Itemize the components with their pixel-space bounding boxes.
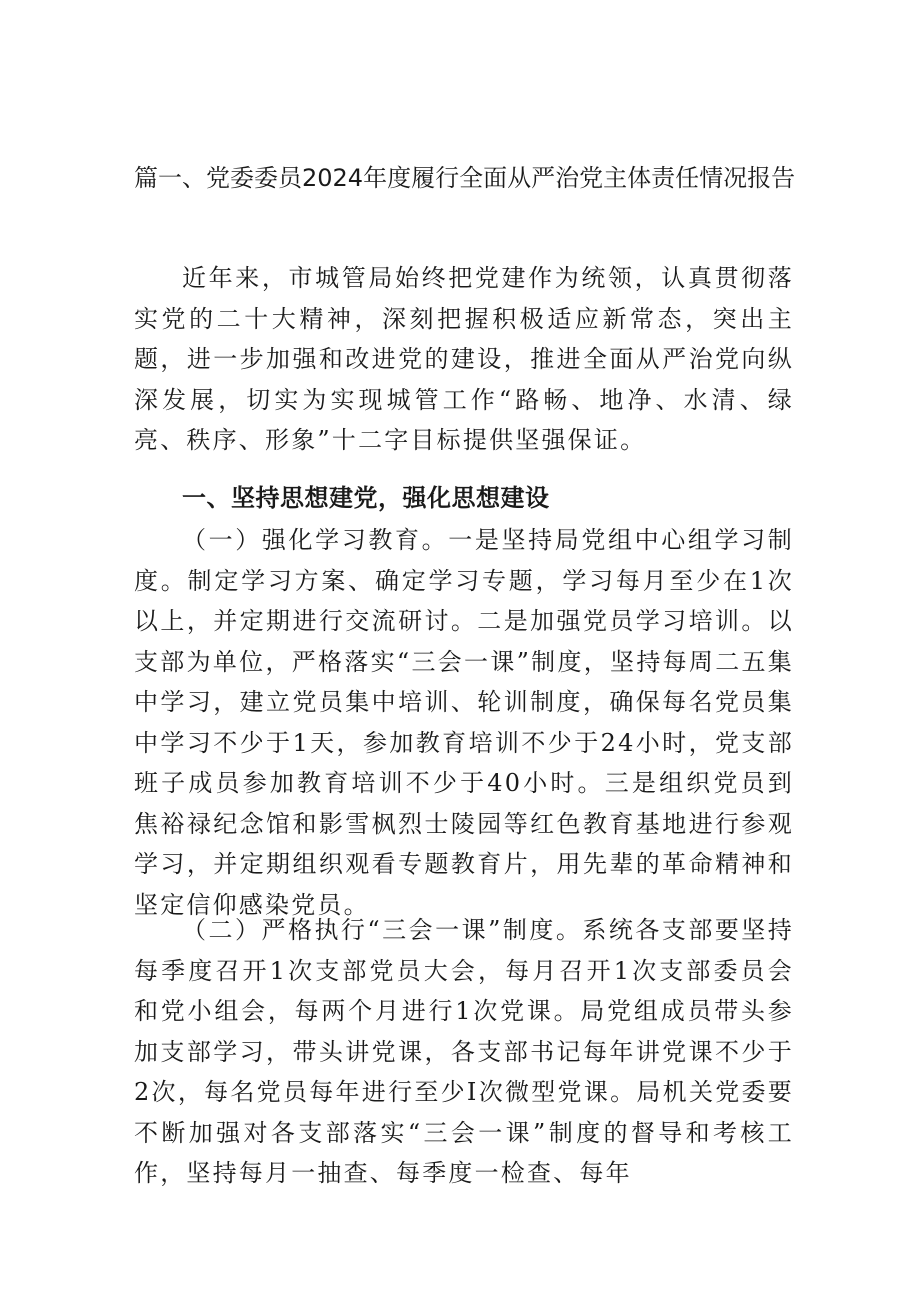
paragraph-three-meetings: （二）严格执行“三会一课”制度。系统各支部要坚持每季度召开1次支部党员大会，每月召开1次支部委员会和党小组会，每两个月进行1次党课。局党组成员带头参加支部学习，带头讲党课，各支部书记每年讲党课不少于2次，每名党员每年进行至少I次微型党课。局机关党委要不断加强对各支部落实“三会一课”制度的督导和考核工作，坚持每月一抽查、每季度一检查、每年 xyxy=(134,916,794,1187)
paragraph-study-education: （一）强化学习教育。一是坚持局党组中心组学习制度。制定学习方案、确定学习专题，学习每月至少在1次以上，并定期进行交流研讨。二是加强党员学习培训。以支部为单位，严格落实“三会一课”制度，坚持每周二五集中学习，建立党员集中培训、轮训制度，确保每名党员集中学习不少于1天，参加教育培训不少于24小时，党支部班子成员参加教育培训不少于40小时。三是组织党员到焦裕禄纪念馆和影雪枫烈士陵园等红色教育基地进行参观学习，并定期组织观看专题教育片，用先辈的革命精神和坚定信仰感染党员。 xyxy=(134,526,794,919)
section-heading: 一、坚持思想建党，强化思想建设 xyxy=(182,484,550,512)
document-title: 篇一、党委委员2024年度履行全面从严治党主体责任情况报告 xyxy=(134,164,796,192)
intro-paragraph: 近年来，市城管局始终把党建作为统领，认真贯彻落实党的二十大精神，深刻把握积极适应新常态，突出主题，进一步加强和改进党的建设，推进全面从严治党向纵深发展，切实为实现城管工作“路畅、地净、水清、绿亮、秩序、形象”十二字目标提供坚强保证。 xyxy=(134,264,794,454)
